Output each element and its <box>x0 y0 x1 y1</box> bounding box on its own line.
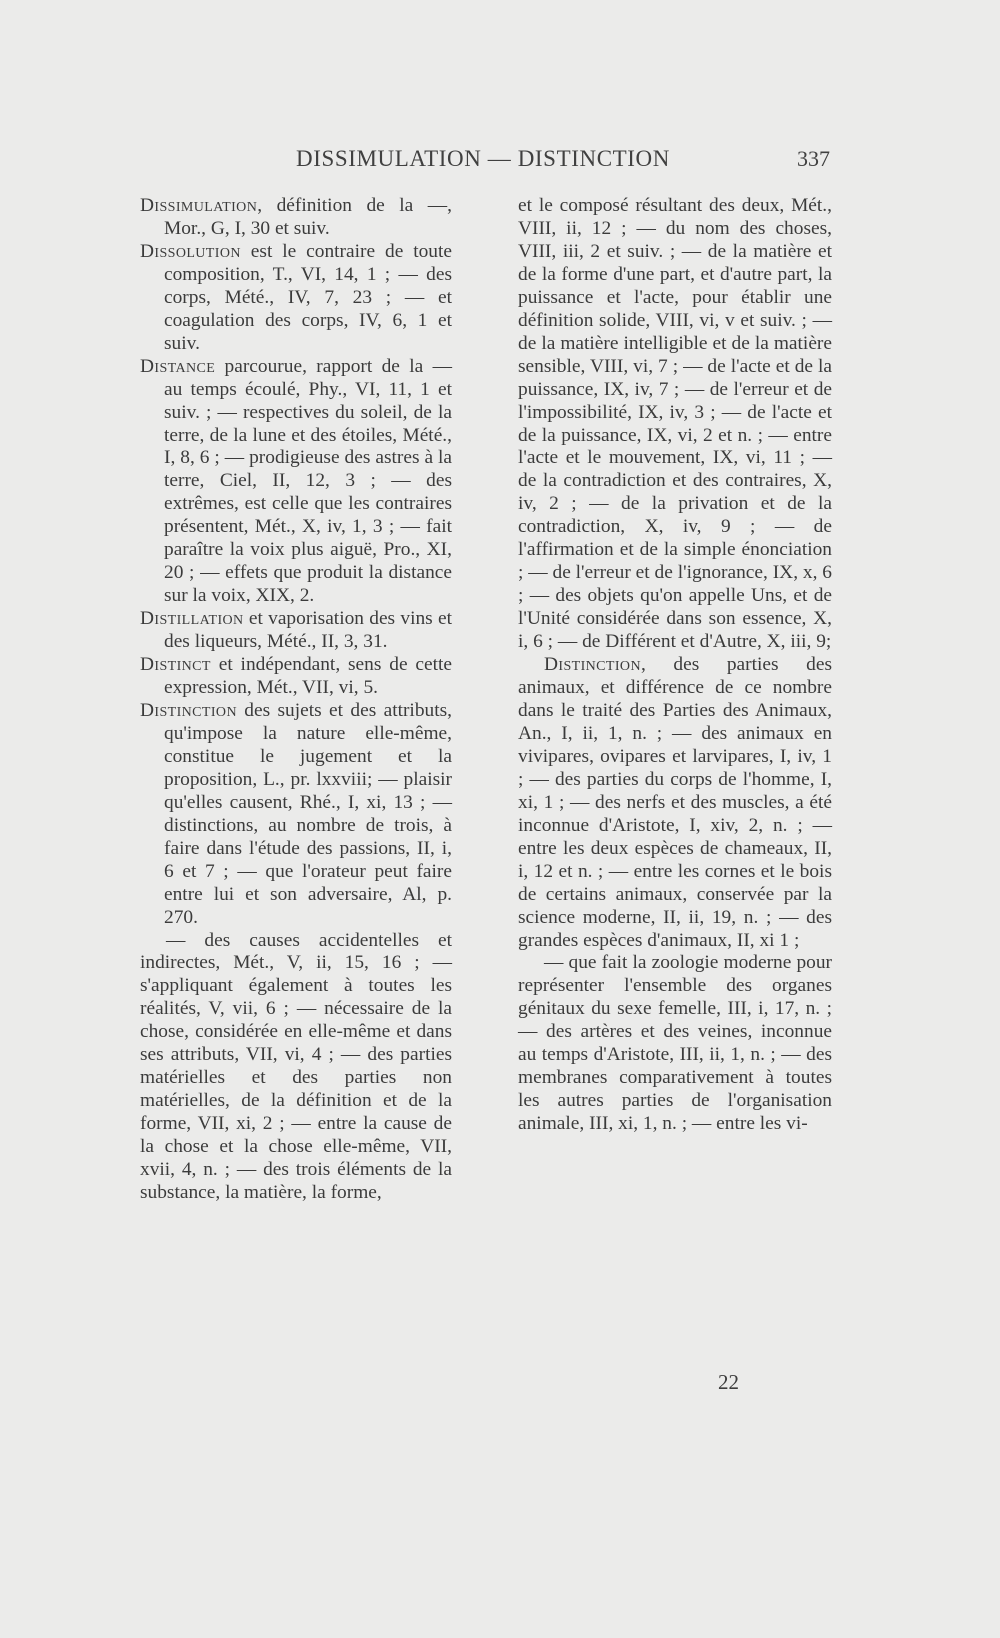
entry-text: — que fait la zoologie moderne pour représenter l'ensemble des organes génitaux du sexe femelle, III, i, 17, n. ; — des artères et des veines, inconnue au temps d'Aristote, III, ii, 1, n. ; — des membranes comparativement à toutes les autres parties de l'organisation animale, III, xi, 1, n. ; — entre les vi- <box>518 952 832 1135</box>
entry-headword: Distinct <box>140 654 211 676</box>
entry-text: parcourue, rapport de la — au temps écoulé, Phy., VI, 11, 1 et suiv. ; — respectives du soleil, de la terre, de la lune et des étoiles, Mété., I, 8, 6 ; — prodigieuse des astres à la terre, Ciel, II, 12, 3 ; — des extrêmes, est celle que les contraires présentent, Mét., X, iv, 1, 3 ; — fait paraître la voix plus aiguë, Pro., XI, 20 ; — effets que produit la distance sur la voix, XIX, 2. <box>164 355 452 607</box>
entry-text: est le contraire de toute composition, T., VI, 14, 1 ; — des corps, Mété., IV, 7, 23 ; — et coagulation des corps, IV, 6, 1 et suiv. <box>164 240 452 354</box>
signature-mark: 22 <box>718 1370 739 1394</box>
entry-headword: Distinction <box>140 699 237 721</box>
page-number: 337 <box>797 146 830 171</box>
entry-text: — des causes accidentelles et indirectes, Mét., V, ii, 15, 16 ; — s'appliquant également à toutes les réalités, V, vii, 6 ; — nécessaire de la chose, considérée en elle-même et dans ses attributs, VII, vi, 4 ; — des parties matérielles et des parties non matérielles, de la définition et de la forme, VII, xi, 2 ; — entre la cause de la chose et la chose elle-même, VII, xvii, 4, n. ; — des trois éléments de la substance, la matière, la forme, <box>140 929 452 1203</box>
entry-headword: Dissimulation <box>140 195 258 216</box>
entry-text: et vaporisation des vins et des liqueurs, Mété., II, 3, 31. <box>164 608 452 653</box>
right-column <box>518 195 832 1136</box>
index-entry <box>518 654 832 952</box>
index-entry <box>140 654 452 700</box>
index-entry <box>140 195 452 241</box>
index-entry <box>140 356 452 608</box>
index-entry <box>140 700 452 930</box>
entry-headword: Dissolution <box>140 240 241 262</box>
entry-text: , des parties des animaux, et différence de ce nombre dans le traité des Parties des Animaux, An., I, ii, 1, n. ; — des animaux en vivipares, ovipares et larvipares, I, iv, 1 ; — des parties du corps de l'homme, I, xi, 1 ; — des nerfs et des muscles, a été inconnue d'Aristote, I, xiv, 2, n. ; — entre les deux espèces de chameaux, II, i, 12 et n. ; — entre les cornes et le bois de certains animaux, conservée par la science moderne, II, ii, 19, n. ; — des grandes espèces d'animaux, II, xi 1 ; <box>518 654 832 951</box>
entry-text: des sujets et des attributs, qu'impose la nature elle-même, constitue le jugement et la proposition, L., pr. lxxviii; — plaisir qu'elles causent, Rhé., I, xi, 13 ; — distinctions, au nombre de trois, à faire dans l'étude des passions, II, i, 6 et 7 ; — que l'orateur peut faire entre lui et son adversaire, Al, p. 270. <box>164 699 452 928</box>
index-entry-continuation <box>140 930 452 1205</box>
index-entry <box>140 608 452 654</box>
entry-headword: Distance <box>140 355 216 377</box>
index-entry <box>140 241 452 356</box>
entry-text: et le composé résultant des deux, Mét., VIII, ii, 12 ; — du nom des choses, VIII, iii, 2 et suiv. ; — de la matière et de la forme d'une part, et d'autre part, la puissance et l'acte, pour établir une définition solide, VIII, vi, v et suiv. ; — de la matière intelligible et de la matière sensible, VIII, vi, 7 ; — de l'acte et de la puissance, IX, iv, 7 ; — de l'erreur et de l'impossibilité, IX, iv, 3 ; — de l'acte et de la puissance, IX, vi, 2 et n. ; — entre l'acte et le mouvement, IX, vi, 11 ; — de la contradiction et des contraires, X, iv, 2 ; — de la privation et de la contradiction, X, iv, 9 ; — de l'affirmation et de la simple énonciation ; — de l'erreur et de l'ignorance, IX, x, 6 ; — des objets qu'on appelle Uns, et de l'Unité considérée dans son essence, X, i, 6 ; — de Différent et d'Autre, X, iii, 9; <box>518 195 832 653</box>
left-column <box>140 195 452 1205</box>
running-title: DISSIMULATION — DISTINCTION <box>296 146 670 171</box>
entry-text: et indépendant, sens de cette expression, Mét., VII, vi, 5. <box>164 654 452 699</box>
index-entry-continuation <box>518 952 832 1136</box>
entry-headword: Distillation <box>140 608 244 630</box>
entry-headword: Distinction <box>544 654 641 676</box>
running-head <box>296 146 830 180</box>
index-entry-continuation <box>518 195 832 654</box>
entry-text: , définition de la —, Mor., G, I, 30 et suiv. <box>164 195 452 239</box>
